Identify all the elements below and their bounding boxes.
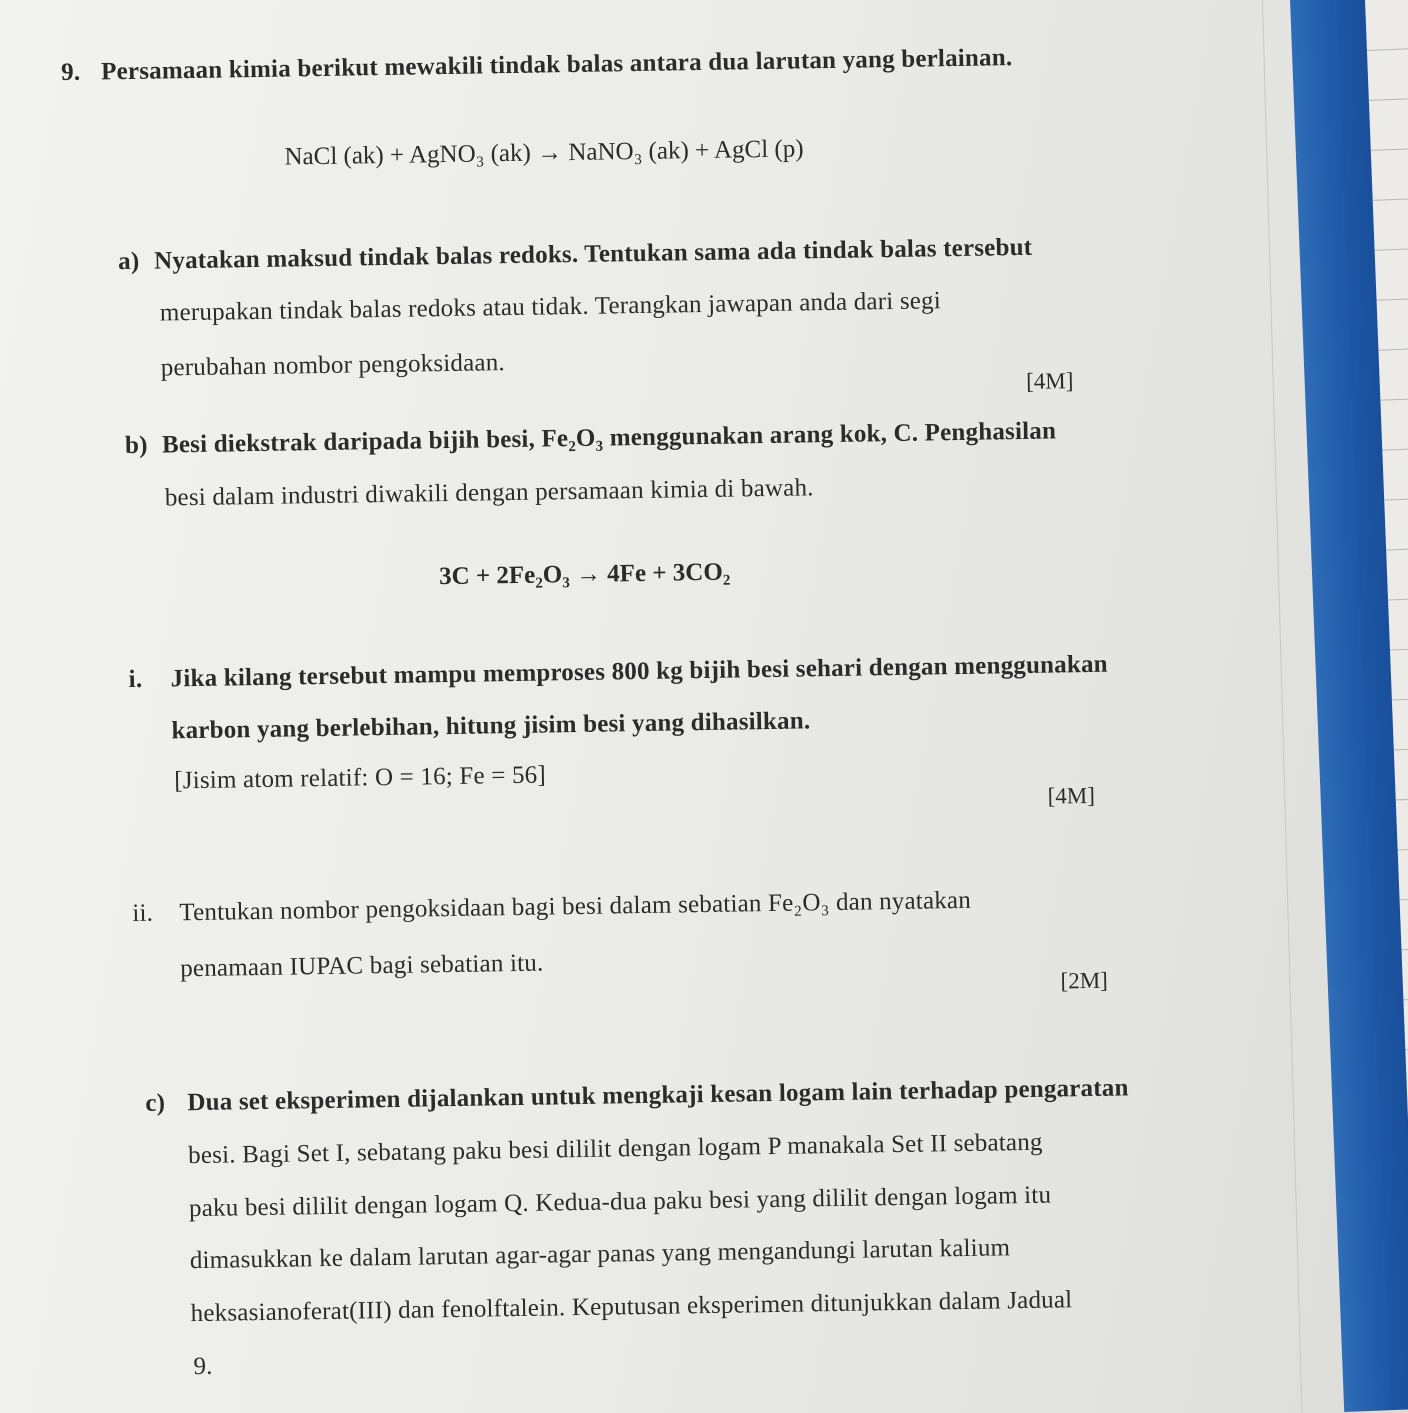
part-a-line: merupakan tindak balas redoks atau tidak. Terangkan jawapan anda dari segi (159, 287, 942, 327)
relative-atomic-mass-note: [Jisim atom relatif: O = 16; Fe = 56] (174, 761, 547, 795)
part-b-line: besi dalam industri diwakili dengan persamaan kimia di bawah. (164, 474, 814, 512)
sub-i-line: karbon yang berlebihan, hitung jisim besi yang dihasilkan. (171, 707, 811, 745)
part-c-line: besi. Bagi Set I, sebatang paku besi dililit dengan logam P manakala Set II sebatang (187, 1128, 1043, 1170)
sub-ii-line: Tentukan nombor pengoksidaan bagi besi dalam sebatian Fe₂O₃ dan nyatakan (179, 886, 972, 927)
part-a-line: Nyatakan maksud tindak balas redoks. Tentukan sama ada tindak balas tersebut (153, 233, 1033, 275)
part-c-line: 9. (193, 1352, 213, 1381)
part-b-line: Besi diekstrak daripada bijih besi, Fe₂O₃ menggunakan arang kok, C. Penghasilan (161, 417, 1057, 459)
part-c-line: Dua set eksperimen dijalankan untuk mengkaji kesan logam lain terhadap pengaratan (187, 1074, 1129, 1117)
sub-ii-line: penamaan IUPAC bagi sebatian itu. (180, 949, 544, 983)
part-a-line: perubahan nombor pengoksidaan. (160, 349, 506, 382)
sub-i-line: Jika kilang tersebut mampu memproses 800 kg bijih besi sehari dengan menggunakan (170, 650, 1108, 693)
marks-badge: [4M] (1047, 782, 1096, 809)
marks-badge: [4M] (1025, 368, 1074, 394)
part-c-line: heksasianoferat(III) dan fenolftalein. Keputusan eksperimen ditunjukkan dalam Jadual (190, 1286, 1073, 1328)
marks-badge: [2M] (1060, 967, 1109, 994)
part-c-line: dimasukkan ke dalam larutan agar-agar panas yang mengandungi larutan kalium (189, 1234, 1011, 1275)
question-number: 9. (60, 58, 81, 87)
part-c-label: c) (145, 1089, 166, 1117)
sub-ii-label: ii. (132, 899, 154, 928)
part-a-label: a) (117, 247, 140, 276)
part-b-label: b) (124, 431, 148, 460)
equation-2: 3C + 2Fe₂O₃ → 4Fe + 3CO₂ (438, 558, 731, 591)
part-c-line: paku besi dililit dengan logam Q. Kedua-dua paku besi yang dililit dengan logam itu (188, 1181, 1052, 1223)
sub-i-label: i. (128, 665, 143, 694)
question-intro: Persamaan kimia berikut mewakili tindak balas antara dua larutan yang berlainan. (100, 44, 1013, 86)
equation-1: NaCl (ak) + AgNO₃ (ak) → NaNO₃ (ak) + AgCl (p) (284, 135, 804, 171)
